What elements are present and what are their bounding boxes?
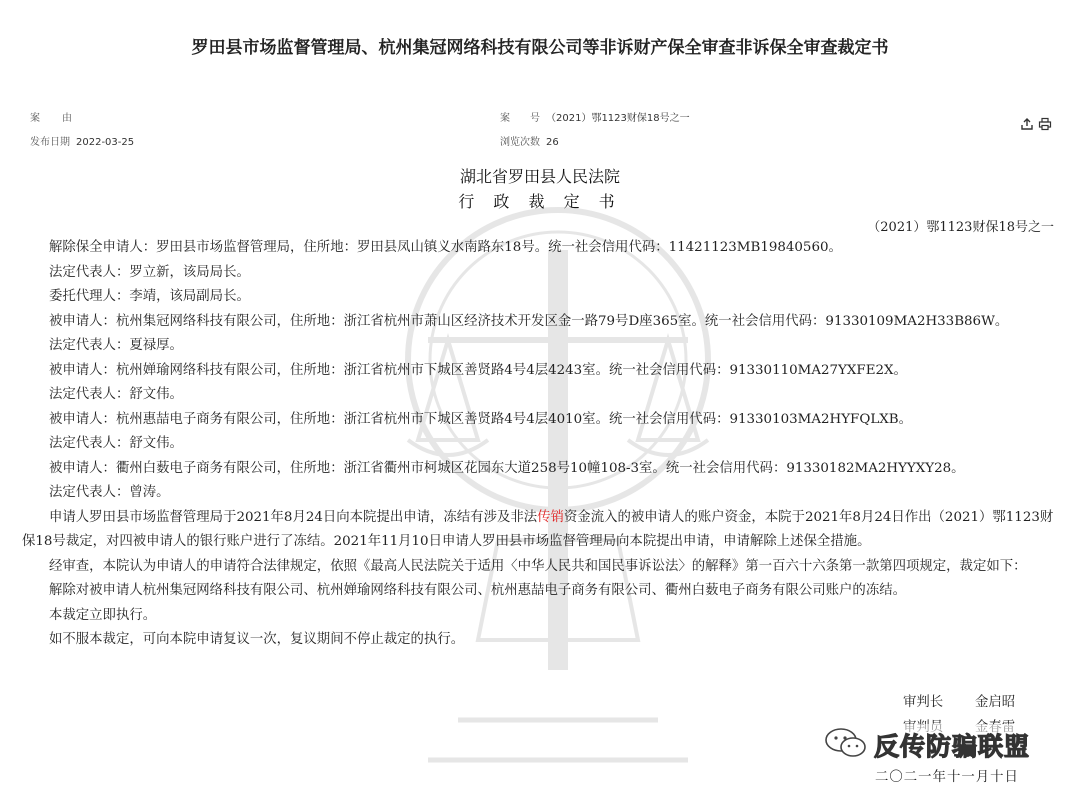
wechat-icon	[824, 726, 868, 764]
toolbar	[1020, 117, 1052, 131]
paragraph-appeal: 如不服本裁定，可向本院申请复议一次，复议期间不停止裁定的执行。	[49, 632, 465, 647]
watermark-text: 反传防骗联盟	[874, 732, 1031, 761]
case-number-value: （2021）鄂1123财保18号之一	[546, 113, 690, 124]
paragraph-review: 经审查，本院认为申请人的申请符合法律规定，依照《最高人民法院关于适用〈中华人民共和国民事诉讼法〉的解释》第一百六十六条第一款第四项规定，裁定如下：	[49, 558, 1027, 574]
signature-presiding-judge: 审判长 金启昭	[903, 695, 1016, 710]
ruling-date: 二〇二一年十一月十日	[875, 770, 1019, 785]
case-number	[500, 109, 690, 124]
paragraph-respondent-4: 被申请人：衢州白薮电子商务有限公司，住所地：浙江省衢州市柯城区花园东大道258号10幢108-3室。统一社会信用代码：91330182MA2HYYXY28。	[49, 460, 965, 476]
paragraph-ruling: 解除对被申请人杭州集冠网络科技有限公司、杭州婵瑜网络科技有限公司、杭州惠喆电子商务有限公司、衢州白薮电子商务有限公司账户的冻结。	[49, 583, 906, 598]
view-count-value: 26	[546, 137, 559, 148]
watermark	[818, 724, 1036, 766]
document-body	[22, 236, 1062, 653]
paragraph-legal-rep: 法定代表人：罗立新，该局局长。	[49, 264, 250, 280]
case-cause-label: 案由	[30, 113, 94, 124]
document-kind: 行 政 裁 定 书	[458, 192, 622, 211]
paragraph-respondent-3: 被申请人：杭州惠喆电子商务有限公司，住所地：浙江省杭州市下城区善贤路4号4层4010室。统一社会信用代码：91330103MA2HYFQLXB。	[49, 411, 912, 427]
page-title: 罗田县市场监督管理局、杭州集冠网络科技有限公司等非诉财产保全审查非诉保全审查裁定书	[191, 38, 889, 58]
view-count-label: 浏览次数	[500, 137, 540, 148]
paragraph-applicant: 解除保全申请人：罗田县市场监督管理局，住所地：罗田县凤山镇义水南路东18号。统一社会信用代码：11421123MB19840560。	[49, 240, 842, 255]
court-name: 湖北省罗田县人民法院	[459, 167, 620, 186]
paragraph-respondent-2: 被申请人：杭州婵瑜网络科技有限公司，住所地：浙江省杭州市下城区善贤路4号4层4243室。统一社会信用代码：91330110MA27YXFE2X。	[49, 362, 907, 378]
paragraph-legal-rep: 法定代表人：曾涛。	[49, 485, 170, 500]
paragraph-effect: 本裁定立即执行。	[49, 607, 157, 623]
paragraph-application: 申请人罗田县市场监督管理局于2021年8月24日向本院提出申请，冻结有涉及非法传销资金流入的被申请人的账户资金，本院于2021年8月24日作出（2021）鄂1123财保18号裁定，对四被申请人的银行账户进行了冻结。2021年11月10日申请人罗田县市场监督管理局向本院提出申请，申请解除上述保全措施。	[22, 509, 1054, 549]
publish-date-label: 发布日期	[30, 137, 70, 148]
print-icon[interactable]	[1038, 117, 1052, 131]
case-number-label: 案 号	[500, 113, 540, 124]
view-count	[500, 133, 559, 148]
document-case-number: （2021）鄂1123财保18号之一	[867, 220, 1054, 235]
paragraph-legal-rep: 法定代表人：夏禄厚。	[49, 338, 183, 353]
publish-date	[30, 133, 134, 148]
highlight-keyword: 传销	[537, 509, 564, 525]
paragraph-agent: 委托代理人：李靖，该局副局长。	[49, 289, 250, 304]
paragraph-respondent-1: 被申请人：杭州集冠网络科技有限公司，住所地：浙江省杭州市萧山区经济技术开发区金一路79号D座365室。统一社会信用代码：91330109MA2H33B86W。	[49, 313, 1009, 329]
paragraph-legal-rep: 法定代表人：舒文伟。	[49, 436, 183, 451]
header-band	[0, 0, 1080, 155]
share-icon[interactable]	[1020, 117, 1034, 131]
paragraph-legal-rep: 法定代表人：舒文伟。	[49, 387, 183, 402]
publish-date-value: 2022-03-25	[76, 137, 135, 148]
